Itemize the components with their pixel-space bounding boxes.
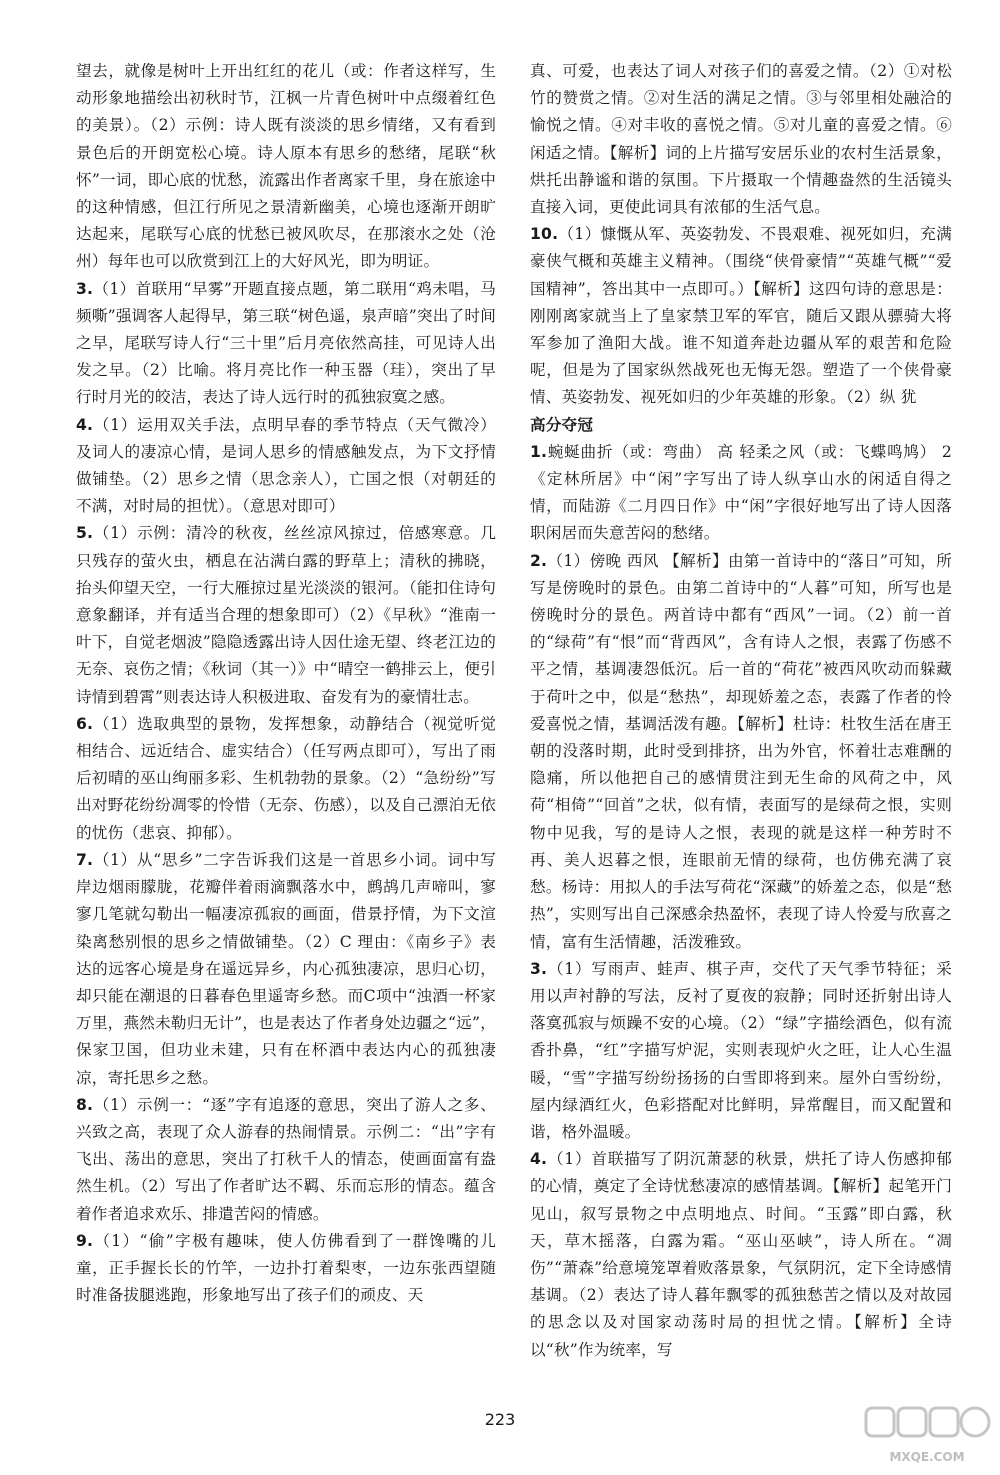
answer-paragraph: 10.（1）慷慨从军、英姿勃发、不畏艰难、视死如归，充满豪侠气概和英雄主义精神。（围绕“侠骨豪情”“英雄气概”“爱国精神”，答出其中一点即可。）【解析】这四句诗的意思是：刚刚离家就当上了皇家禁卫军的军官，随后又跟从骠骑大将军参加了渔阳大战。谁不知道奔赴边疆从军的艰苦和危险呢，但是为了国家纵然战死也无悔无怨。塑造了一个侠骨豪情、英姿勃发、视死如归的少年英雄的形象。（2）纵 犹: [530, 225, 952, 407]
answer-paragraph: 真、可爱，也表达了词人对孩子们的喜爱之情。（2）①对松竹的赞赏之情。②对生活的满足之情。③与邻里相处融洽的愉悦之情。④对丰收的喜悦之情。⑤对儿童的喜爱之情。⑥闲适之情。【解析】词的上片描写安居乐业的农村生活景象，烘托出静谧和谐的氛围。下片摄取一个情趣盎然的生活镜头直接入词，更使此词具有浓郁的生活气息。: [530, 62, 952, 217]
answer-paragraph: 9.（1）“偷”字极有趣味，使人仿佛看到了一群馋嘴的儿童，正手握长长的竹竿，一边扑打着梨枣，一边东张西望随时准备拔腿逃跑，形象地写出了孩子们的顽皮、天: [76, 1231, 496, 1305]
answer-paragraph: 8.（1）示例一：“逐”字有追逐的意思，突出了游人之多、兴致之高，表现了众人游春的热闹情景。示例二：“出”字有飞出、荡出的意思，突出了打秋千人的情态，使画面富有盎然生机。（2）写出了作者旷达不羁、乐而忘形的情态。蕴含着作者追求欢乐、排遣苦闷的情感。: [76, 1095, 496, 1223]
answer-paragraph: 1.蜿蜒曲折（或：弯曲） 高 轻柔之风（或：飞蝶鸣鸠） 2《定林所居》中“闲”字写出了诗人纵享山水的闲适自得之情，而陆游《二月四日作》中“闲”字很好地写出了诗人因落职闲居而失意苦闷的愁绪。: [530, 442, 952, 543]
watermark-text: MXQE.COM: [889, 1450, 965, 1464]
answer-paragraph: 望去，就像是树叶上开出红红的花儿（或：作者这样写，生动形象地描绘出初秋时节，江枫一片青色树叶中点缀着红色的美景）。（2）示例：诗人既有淡淡的思乡情绪，又有看到景色后的开朗宽松心境。诗人原本有思乡的愁绪，尾联“秋怀”一词，即心底的忧愁，流露出作者离家千里，身在旅途中的这种情感，但江行所见之景清新幽美，心境也逐渐开朗旷达起来，尾联写心底的忧愁已被风吹尽，在那滚水之处（沧州）每年也可以欣赏到江上的大好风光，即为明证。: [76, 62, 496, 271]
watermark-icon: [862, 1404, 992, 1450]
watermark-logo: [862, 1404, 992, 1466]
answer-paragraph: 6.（1）选取典型的景物，发挥想象，动静结合（视觉听觉相结合、远近结合、虚实结合）（任写两点即可），写出了雨后初晴的巫山绚丽多彩、生机勃勃的景象。（2）“急纷纷”写出对野花纷纷凋零的怜惜（无奈、伤感），以及自己漂泊无依的忧伤（悲哀、抑郁）。: [76, 714, 496, 842]
answer-paragraph: 4.（1）首联描写了阴沉萧瑟的秋景，烘托了诗人伤感抑郁的心情，奠定了全诗忧愁凄凉的感情基调。【解析】起笔开门见山，叙写景物之中点明地点、时间。“玉露”即白露，秋天，草木摇落，白露为霜。“巫山巫峡”，诗人所在。“凋伤”“萧森”给意境笼罩着败落景象，气氛阴沉，定下全诗感情基调。（2）表达了诗人暮年飘零的孤独愁苦之情以及对故园的思念以及对国家动荡时局的担忧之情。【解析】全诗以“秋”作为统率，写: [530, 1150, 952, 1359]
answer-paragraph: 2.（1）傍晚 西风 【解析】由第一首诗中的“落日”可知，所写是傍晚时的景色。由第二首诗中的“人暮”可知，所写也是傍晚时分的景色。两首诗中都有“西风”一词。（2）前一首的“绿荷”有“恨”而“背西风”，含有诗人之恨，表露了伤感不平之情，基调凄怨低沉。后一首的“荷花”被西风吹动而躲藏于荷叶之中，似是“愁热”，却现娇羞之态，表露了作者的怜爱喜悦之情，基调活泼有趣。【解析】杜诗：杜牧生活在唐王朝的没落时期，此时受到排挤，出为外官，怀着壮志难酬的隐痛，所以他把自己的感情贯注到无生命的风荷之中，风荷“相倚”“回首”之状，似有情，表面写的是绿荷之恨，实则物中见我，写的是诗人之恨，表现的就是这样一种芳时不再、美人迟暮之恨，连眼前无情的绿荷，也仿佛充满了哀愁。杨诗：用拟人的手法写荷花“深藏”的娇羞之态，似是“愁热”，实则写出自己深感余热盈怀，表现了诗人怜爱与欣喜之情，富有生活情趣，活泼雅致。: [530, 551, 952, 951]
section-title: 高分夺冠: [530, 415, 594, 434]
answer-paragraph: 4.（1）运用双关手法，点明早春的季节特点（天气微冷）及词人的凄凉心情，是词人思乡的情感触发点，为下文抒情做铺垫。（2）思乡之情（思念亲人），亡国之恨（对朝廷的不满，对时局的担忧）。（意思对即可）: [76, 415, 496, 516]
answer-paragraph: 7.（1）从“思乡”二字告诉我们这是一首思乡小词。词中写岸边烟雨朦胧，花瓣伴着雨滴飘落水中，鹧鸪几声啼叫，寥寥几笔就勾勒出一幅凄凉孤寂的画面，借景抒情，为下文渲染离愁别恨的思乡之情做铺垫。（2）C 理由：《南乡子》表达的远客心境是身在遥远异乡，内心孤独凄凉，思归心切，却只能在潮退的日暮春色里遥寄乡愁。而C项中“浊酒一杯家万里，燕然未勒归无计”，也是表达了作者身处边疆之“远”，保家卫国，但功业未建，只有在杯酒中表达内心的孤独凄凉，寄托思乡之愁。: [76, 850, 496, 1087]
right-column: [530, 58, 952, 1364]
answer-paragraph: 3.（1）写雨声、蛙声、棋子声，交代了天气季节特征；采用以声衬静的写法，反衬了夏夜的寂静；同时还折射出诗人落寞孤寂与烦躁不安的心境。（2）“绿”字描绘酒色，似有流香扑鼻，“红”字描写炉泥，实则表现炉火之旺，让人心生温暖，“雪”字描写纷纷扬扬的白雪即将到来。屋外白雪纷纷，屋内绿酒红火，色彩搭配对比鲜明，异常醒目，而又配置和谐，格外温暖。: [530, 959, 952, 1141]
left-column: [76, 58, 496, 1309]
page-number: 223: [484, 1410, 516, 1429]
answer-paragraph: 3.（1）首联用“早雾”开题直接点题，第二联用“鸡未唱，马频嘶”强调客人起得早，第三联“树色遥，泉声暗”突出了时间之早，尾联写诗人行“三十里”后月亮依然高挂，可见诗人出发之早。（2）比喻。将月亮比作一种玉器（珪），突出了早行时月光的皎洁，表达了诗人远行时的孤独寂寞之感。: [76, 279, 496, 407]
answer-paragraph: 5.（1）示例：清冷的秋夜，丝丝凉风掠过，倍感寒意。几只残存的萤火虫，栖息在沾满白露的野草上；清秋的拂晓，抬头仰望天空，一行大雁掠过星光淡淡的银河。（能扣住诗句意象翻译，并有适当合理的想象即可）（2）《早秋》“淮南一叶下，自觉老烟波”隐隐透露出诗人因仕途无望、终老江边的无奈、哀伤之情；《秋词（其一）》中“晴空一鹤排云上，便引诗情到碧霄”则表达诗人积极进取、奋发有为的豪情壮志。: [76, 524, 496, 706]
